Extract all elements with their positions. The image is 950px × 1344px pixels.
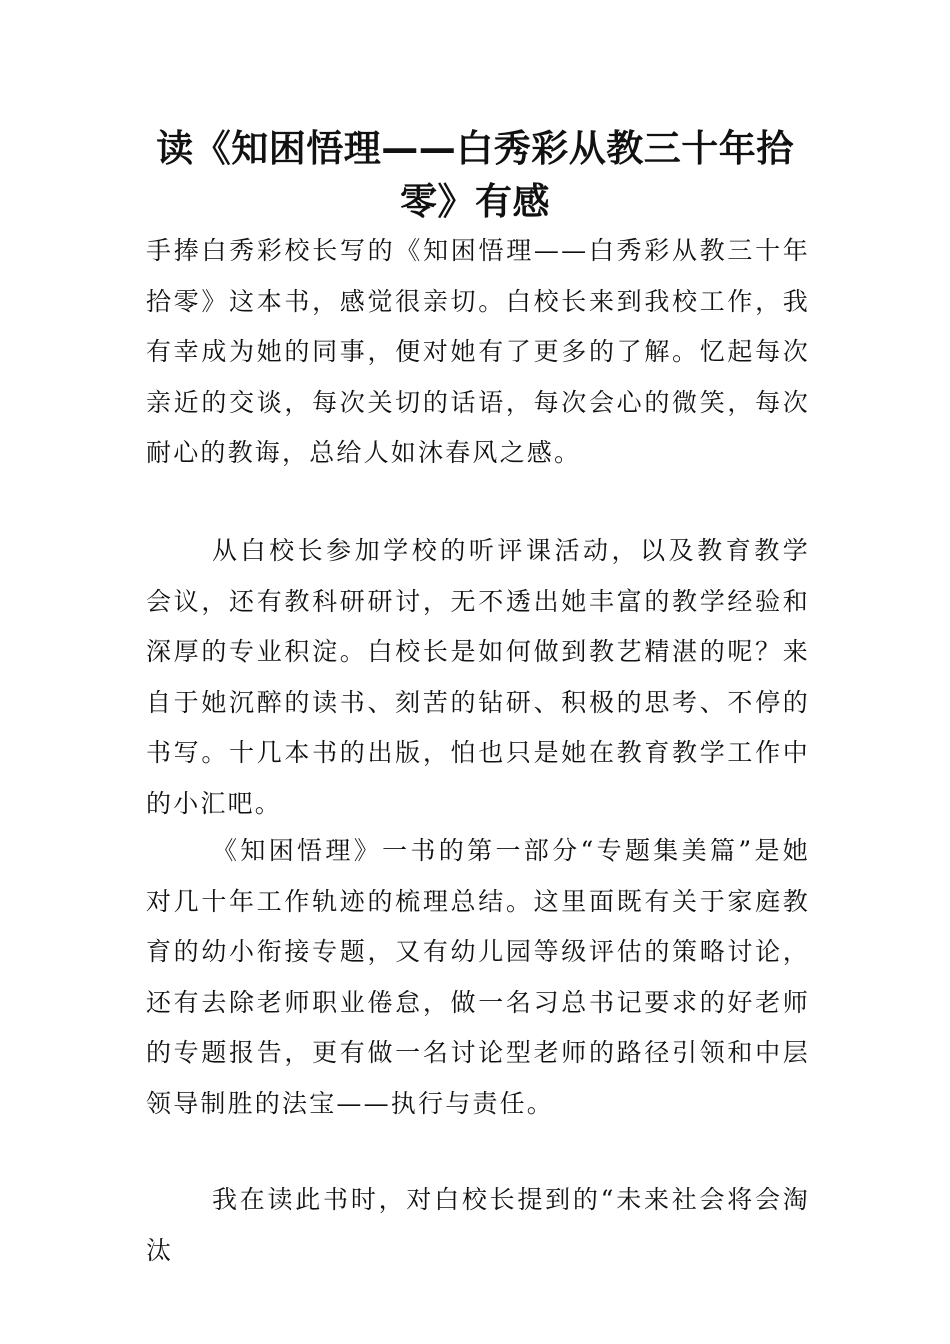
paragraph-2: 从白校长参加学校的听评课活动，以及教育教学会议，还有教科研研讨，无不透出她丰富的教学经验和深厚的专业积淀。白校长是如何做到教艺精湛的呢？来自于她沉醉的读书、刻苦的钻研、积极的思考、不停的书写。十几本书的出版，怕也只是她在教育教学工作中的小汇吧。: [146, 536, 810, 818]
document-title: 读《知困悟理——白秀彩从教三十年拾零》有感: [156, 127, 794, 223]
paragraph-1: 手捧白秀彩校长写的《知困悟理——白秀彩从教三十年拾零》这本书，感觉很亲切。白校长来到我校工作，我有幸成为她的同事，便对她有了更多的了解。忆起每次亲近的交谈，每次关切的话语，每次会心的微笑，每次耐心的教诲，总给人如沐春风之感。: [146, 236, 810, 467]
paragraph-3: 《知困悟理》一书的第一部分“专题集美篇”是她对几十年工作轨迹的梳理总结。这里面既有关于家庭教育的幼小衔接专题，又有幼儿园等级评估的策略讨论，还有去除老师职业倦怠，做一名习总书记要求的好老师的专题报告，更有做一名讨论型老师的路径引领和中层领导制胜的法宝——执行与责任。: [146, 836, 810, 1118]
paragraph-4: 我在读此书时，对白校长提到的“未来社会将会淘汰: [146, 1185, 810, 1265]
